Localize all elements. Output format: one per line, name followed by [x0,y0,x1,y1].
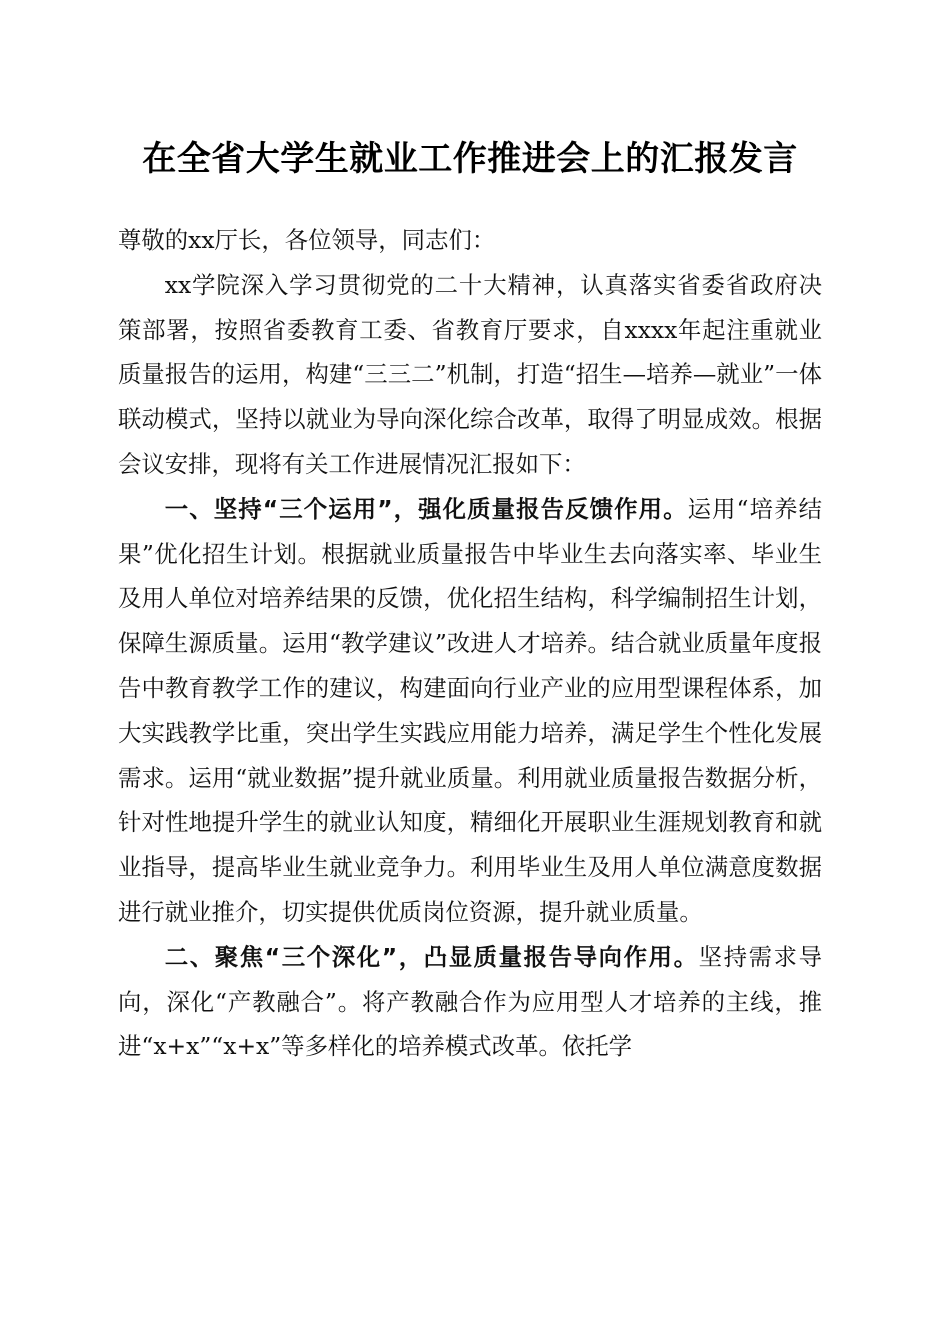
salutation: 尊敬的xx厅长，各位领导，同志们： [118,226,496,254]
section-body-1: 运用“培养结果”优化招生计划。根据就业质量报告中毕业生去向落实率、毕业生及用人单位对培养结果的反馈，优化招生结构，科学编制招生计划，保障生源质量。运用“教学建议”改进人才培养。结合就业质量年度报告中教育教学工作的建议，构建面向行业产业的应用型课程体系，加大实践教学比重，突出学生实践应用能力培养，满足学生个性化发展需求。运用“就业数据”提升就业质量。利用就业质量报告数据分析，针对性地提升学生的就业认知度，精细化开展职业生涯规划教育和就业指导，提高毕业生就业竞争力。利用毕业生及用人单位满意度数据进行就业推介，切实提供优质岗位资源，提升就业质量。 [118,494,822,926]
document-title: 在全省大学生就业工作推进会上的汇报发言 [142,139,798,179]
section-paragraph-2 [118,935,822,1069]
section-heading-1: 一、坚持“三个运用”，强化质量报告反馈作用。 [164,494,688,523]
section-body-2: 坚持需求导向，深化“产教融合”。将产教融合作为应用型人才培养的主线，推进“x+x”“x+x”等多样化的培养模式改革。依托学 [118,942,823,1061]
document-body [118,218,822,1069]
intro-paragraph: xx学院深入学习贯彻党的二十大精神，认真落实省委省政府决策部署，按照省委教育工委、省教育厅要求，自xxxx年起注重就业质量报告的运用，构建“三三二”机制，打造“招生—培养—就业”一体联动模式，坚持以就业为导向深化综合改革，取得了明显成效。根据会议安排，现将有关工作进展情况汇报如下： [118,270,822,478]
section-paragraph-1 [118,487,822,935]
document-page [118,128,822,1069]
section-heading-2: 二、聚焦“三个深化”，凸显质量报告导向作用。 [164,942,699,971]
